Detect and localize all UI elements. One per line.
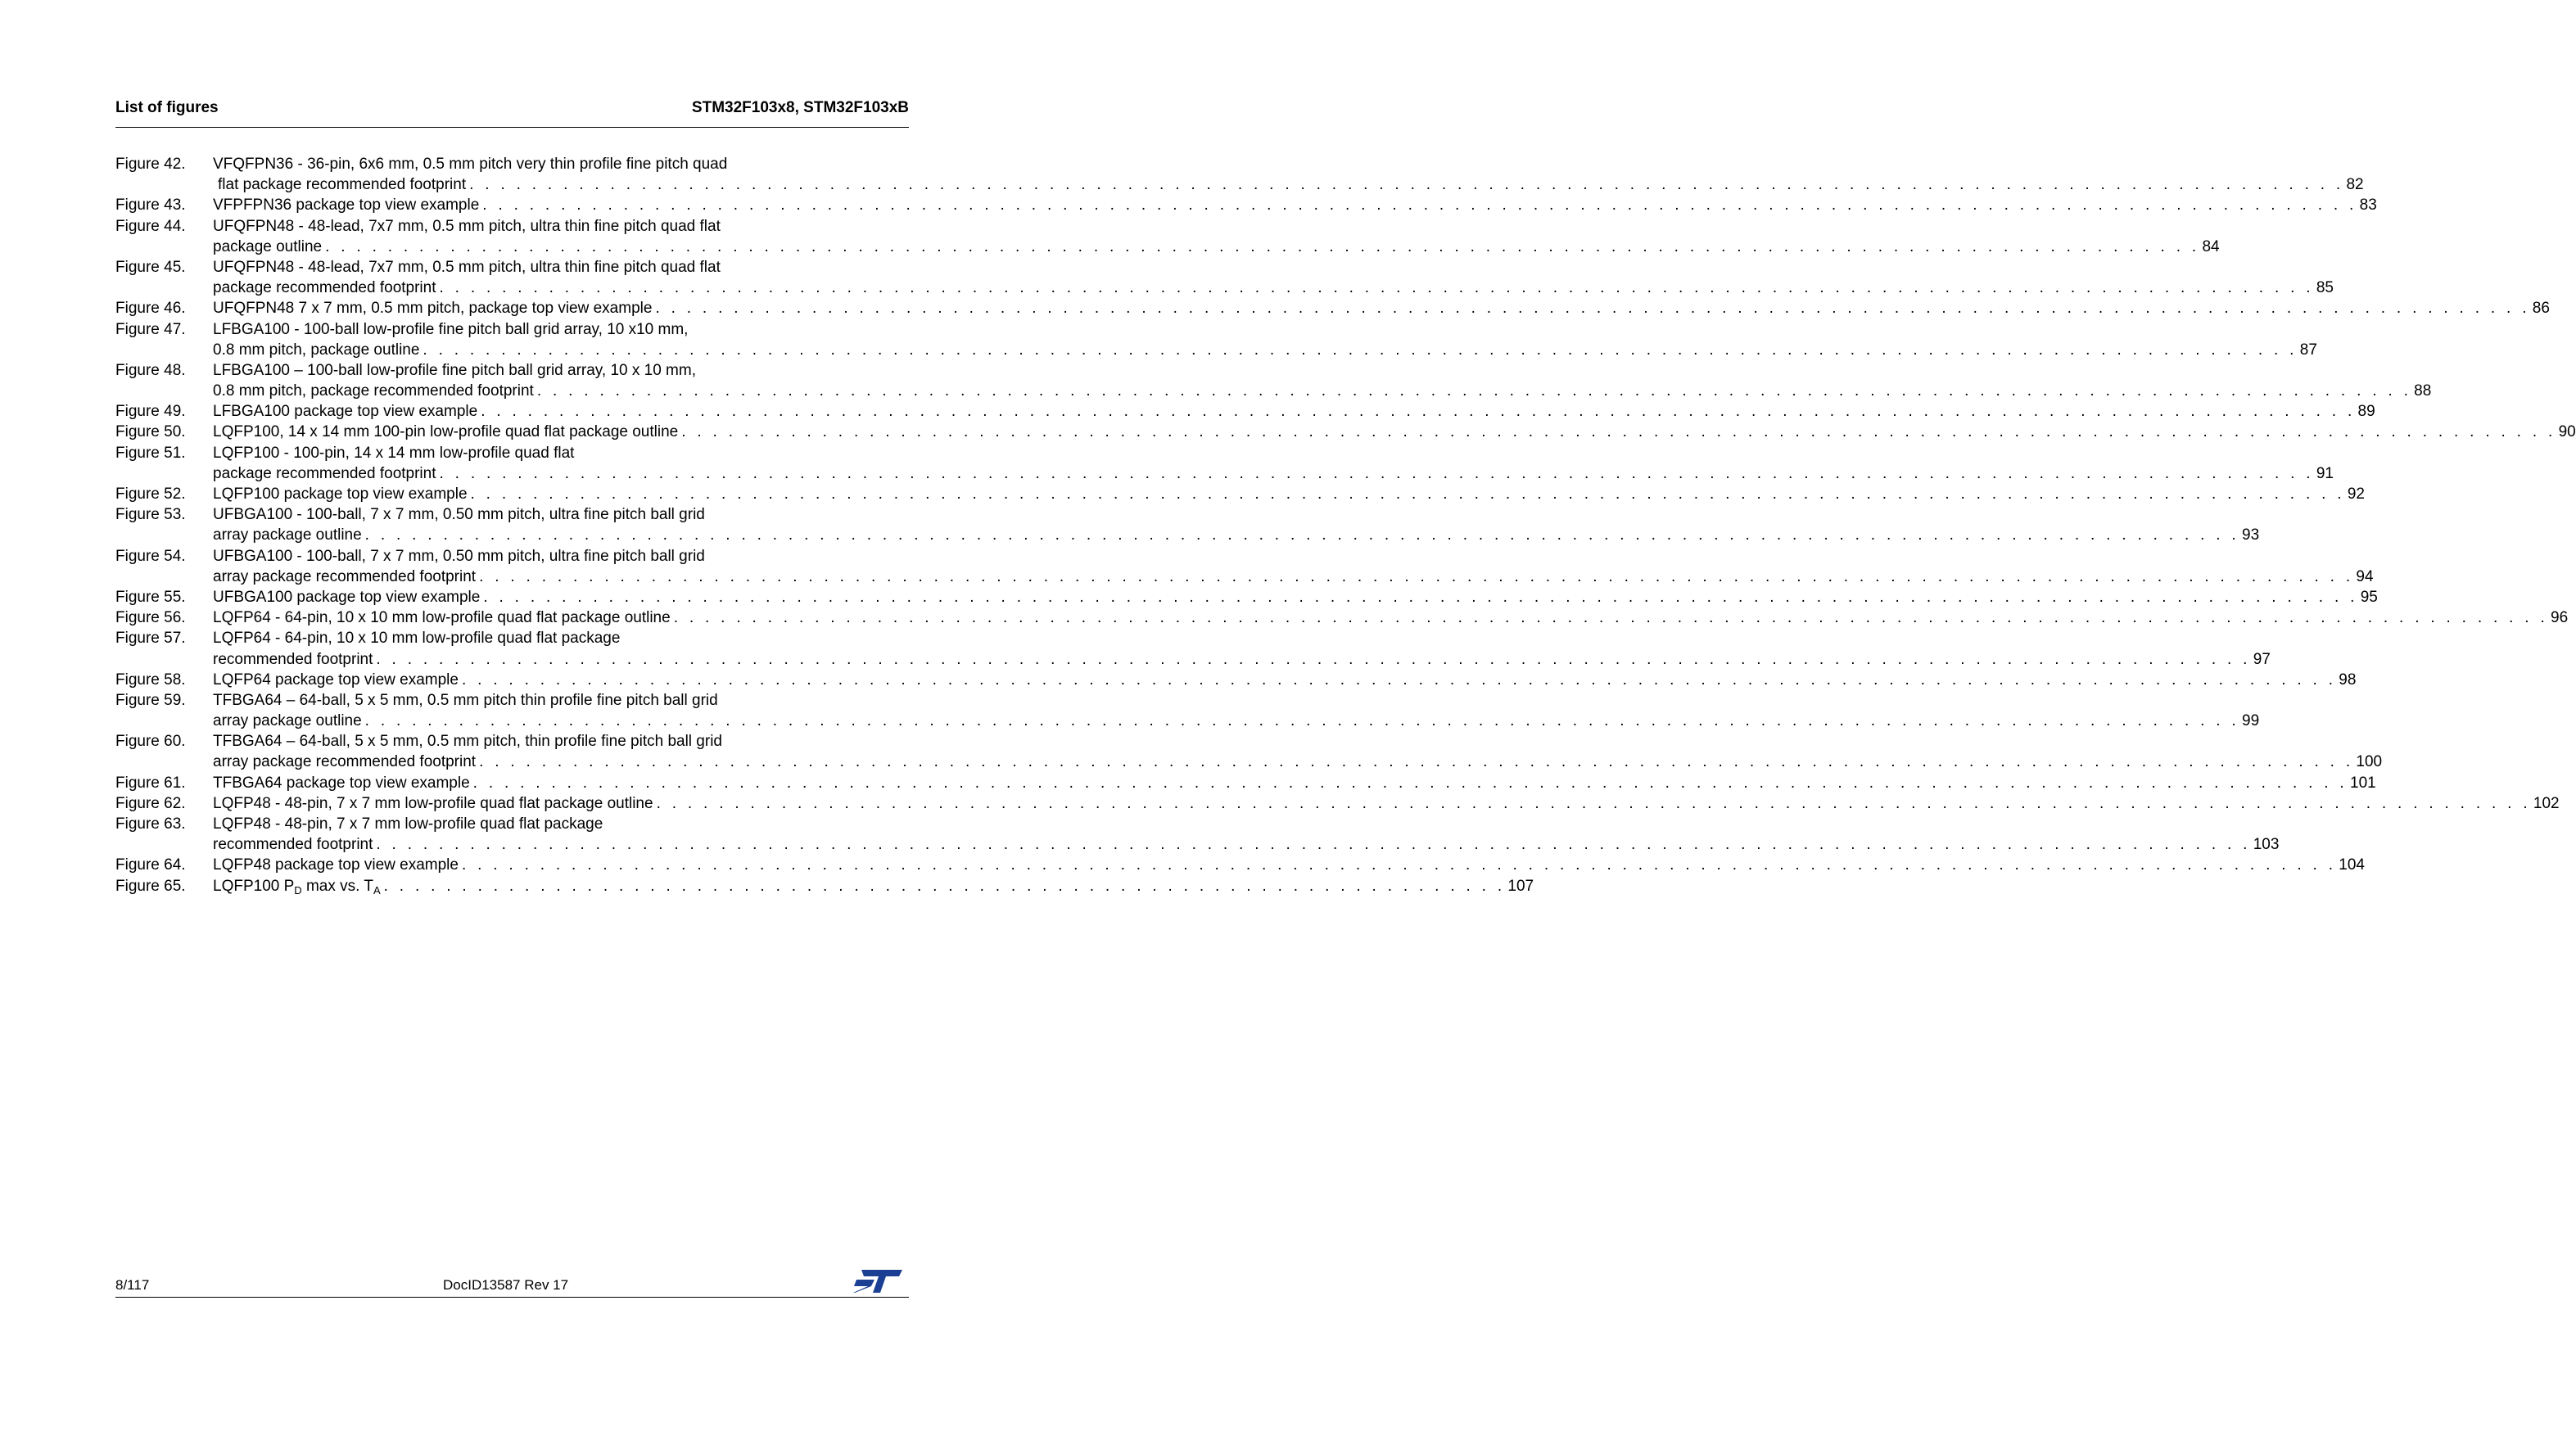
page-footer — [115, 1277, 909, 1298]
toc-entry[interactable] — [115, 422, 2576, 442]
dot-leader: . . . . . . . . . . . . . . . . . . . . . . . . . . . . . . . . . . . . . . . . . . . . . . . . . . . . . . . . . . . . . . . . . . . . . . . . . . . . . . . . . . . . . . . . . . . . . . . . . . . . . . . . . . . . . . . . . . . . . . . . — [479, 567, 2354, 585]
toc-entry[interactable] — [115, 628, 2271, 669]
figure-title: recommended footprint — [213, 836, 373, 854]
page-ref: 104 — [2339, 856, 2365, 874]
toc-entry[interactable] — [115, 298, 2550, 318]
page-number: 8/117 — [115, 1277, 150, 1293]
figure-title: LQFP48 package top view example — [213, 856, 459, 874]
figure-number: Figure 42. — [115, 156, 186, 173]
figure-number: Figure 63. — [115, 815, 186, 833]
dot-leader: . . . . . . . . . . . . . . . . . . . . . . . . . . . . . . . . . . . . . . . . . . . . . . . . . . . . . . . . . . . . . . . . . . . . . . . . . . . . . . . . . . . . . . . . . . . . . . . . . . . . . . . . . . . . . . . . . . . . . . . . — [439, 464, 2314, 482]
section-title: List of figures — [115, 99, 219, 116]
page-ref: 101 — [2350, 774, 2376, 792]
page-ref: 87 — [2299, 341, 2317, 359]
page-ref: 88 — [2414, 382, 2432, 400]
st-logo-icon — [853, 1268, 904, 1298]
toc-entry[interactable] — [115, 360, 2432, 401]
dot-leader: . . . . . . . . . . . . . . . . . . . . . . . . . . . . . . . . . . . . . . . . . . . . . . . . . . . . . . . . . . . . . . . . . . . . . . . . . . . . . . . . . . . . . . . . . . . . . . . . . . . . . . . . . . . . . . . . . . . . . . . . — [481, 403, 2356, 421]
dot-leader: . . . . . . . . . . . . . . . . . . . . . . . . . . . . . . . . . . . . . . . . . . . . . . . . . . . . . . . . . . . . . . . . . . . . . . . . . . . . . . . . . . . . . . . . . . . . . . . . . . . . . . . . . . . . . . . . . . . . . . . . — [376, 836, 2251, 854]
list-of-figures — [115, 154, 2576, 896]
toc-entry[interactable] — [115, 855, 2365, 875]
figure-number: Figure 46. — [115, 300, 186, 318]
figure-title: LFBGA100 - 100-ball low-profile fine pitch ball grid array, 10 x10 mm, — [213, 320, 689, 338]
figure-number: Figure 60. — [115, 733, 186, 751]
figure-number: Figure 55. — [115, 588, 186, 606]
page-ref: 93 — [2242, 526, 2260, 544]
dot-leader: . . . . . . . . . . . . . . . . . . . . . . . . . . . . . . . . . . . . . . . . . . . . . . . . . . . . . . . . . . . . . . . . . . . . . . . . . . . . . . . . . . . . . . . . . . . . . . . . . . . . . . . . . . . . . . . . . . . . . . . . — [536, 382, 2412, 400]
page-ref: 89 — [2357, 403, 2375, 421]
figure-title: UFQFPN48 7 x 7 mm, 0.5 mm pitch, package top view example — [213, 300, 653, 318]
product-name: STM32F103x8, STM32F103xB — [691, 99, 909, 116]
dot-leader: . . . . . . . . . . . . . . . . . . . . . . . . . . . . . . . . . . . . . . . . . . . . . . . . . . . . . . . . . . . . . . . . . . . . . . . . — [383, 877, 1506, 895]
figure-number: Figure 61. — [115, 774, 186, 792]
page-ref: 82 — [2346, 176, 2364, 194]
figure-title: array package outline — [213, 712, 362, 730]
figure-title: LQFP64 package top view example — [213, 671, 459, 689]
page-ref: 98 — [2339, 671, 2357, 689]
figure-number: Figure 58. — [115, 671, 186, 689]
page-ref: 94 — [2356, 567, 2374, 585]
figure-title: 0.8 mm pitch, package outline — [213, 341, 420, 359]
page-ref: 90 — [2558, 423, 2576, 441]
figure-title: UFQFPN48 - 48-lead, 7x7 mm, 0.5 mm pitch, ultra thin fine pitch quad flat — [213, 258, 721, 276]
figure-title: 0.8 mm pitch, package recommended footprint — [213, 382, 534, 400]
figure-number: Figure 59. — [115, 691, 186, 709]
page-ref: 96 — [2551, 609, 2569, 627]
toc-entry[interactable] — [115, 793, 2560, 814]
toc-entry[interactable] — [115, 195, 2377, 215]
figure-title: LQFP48 - 48-pin, 7 x 7 mm low-profile quad flat package outline — [213, 794, 653, 812]
dot-leader: . . . . . . . . . . . . . . . . . . . . . . . . . . . . . . . . . . . . . . . . . . . . . . . . . . . . . . . . . . . . . . . . . . . . . . . . . . . . . . . . . . . . . . . . . . . . . . . . . . . . . . . . . . . . . . . . . . . . . . . . — [472, 774, 2348, 792]
toc-entry[interactable] — [115, 484, 2365, 504]
figure-number: Figure 65. — [115, 877, 186, 895]
figure-title: UFQFPN48 - 48-lead, 7x7 mm, 0.5 mm pitch, ultra thin fine pitch quad flat — [213, 217, 721, 235]
figure-number: Figure 52. — [115, 485, 186, 503]
figure-number: Figure 47. — [115, 320, 186, 338]
figure-number: Figure 45. — [115, 258, 186, 276]
figure-title: VFQFPN36 - 36-pin, 6x6 mm, 0.5 mm pitch very thin profile fine pitch quad — [213, 156, 728, 173]
figure-title: LQFP64 - 64-pin, 10 x 10 mm low-profile quad flat package — [213, 630, 621, 648]
figure-number: Figure 49. — [115, 403, 186, 421]
figure-title: package recommended footprint — [213, 279, 436, 297]
dot-leader: . . . . . . . . . . . . . . . . . . . . . . . . . . . . . . . . . . . . . . . . . . . . . . . . . . . . . . . . . . . . . . . . . . . . . . . . . . . . . . . . . . . . . . . . . . . . . . . . . . . . . . . . . . . . . . . . . . . . . . . . — [483, 588, 2358, 606]
dot-leader: . . . . . . . . . . . . . . . . . . . . . . . . . . . . . . . . . . . . . . . . . . . . . . . . . . . . . . . . . . . . . . . . . . . . . . . . . . . . . . . . . . . . . . . . . . . . . . . . . . . . . . . . . . . . . . . . . . . . . . . . — [656, 794, 2531, 812]
figure-title: LQFP100 $P_D$ max vs. $T_A$ — [213, 877, 381, 896]
figure-title: LQFP100 - 100-pin, 14 x 14 mm low-profile quad flat — [213, 444, 575, 462]
page-ref: 102 — [2533, 794, 2560, 812]
figure-number: Figure 62. — [115, 794, 186, 812]
dot-leader: . . . . . . . . . . . . . . . . . . . . . . . . . . . . . . . . . . . . . . . . . . . . . . . . . . . . . . . . . . . . . . . . . . . . . . . . . . . . . . . . . . . . . . . . . . . . . . . . . . . . . . . . . . . . . . . . . . . . . . . . — [423, 341, 2298, 359]
page-ref: 107 — [1507, 877, 1534, 895]
figure-title: flat package recommended footprint — [218, 176, 467, 194]
dot-leader: . . . . . . . . . . . . . . . . . . . . . . . . . . . . . . . . . . . . . . . . . . . . . . . . . . . . . . . . . . . . . . . . . . . . . . . . . . . . . . . . . . . . . . . . . . . . . . . . . . . . . . . . . . . . . . . . . . . . . . . . — [482, 196, 2357, 214]
page-ref: 92 — [2347, 485, 2365, 503]
toc-entry[interactable] — [115, 731, 2383, 772]
figure-number: Figure 48. — [115, 361, 186, 379]
toc-entry[interactable] — [115, 587, 2378, 607]
dot-leader: . . . . . . . . . . . . . . . . . . . . . . . . . . . . . . . . . . . . . . . . . . . . . . . . . . . . . . . . . . . . . . . . . . . . . . . . . . . . . . . . . . . . . . . . . . . . . . . . . . . . . . . . . . . . . . . . . . . . . . . . — [655, 300, 2530, 318]
toc-entry[interactable] — [115, 154, 2364, 195]
figure-number: Figure 50. — [115, 423, 186, 441]
figure-title: UFBGA100 - 100-ball, 7 x 7 mm, 0.50 mm pitch, ultra fine pitch ball grid — [213, 506, 705, 524]
dot-leader: . . . . . . . . . . . . . . . . . . . . . . . . . . . . . . . . . . . . . . . . . . . . . . . . . . . . . . . . . . . . . . . . . . . . . . . . . . . . . . . . . . . . . . . . . . . . . . . . . . . . . . . . . . . . . . . . . . . . . . . . — [439, 279, 2314, 297]
figure-number: Figure 43. — [115, 196, 186, 214]
page-header — [115, 99, 909, 128]
figure-title: LQFP48 - 48-pin, 7 x 7 mm low-profile quad flat package — [213, 815, 603, 833]
doc-id: DocID13587 Rev 17 — [443, 1277, 569, 1293]
toc-entry[interactable] — [115, 401, 2375, 422]
toc-entry[interactable] — [115, 670, 2357, 690]
figure-title: array package recommended footprint — [213, 567, 477, 585]
figure-number: Figure 56. — [115, 609, 186, 627]
figure-number: Figure 51. — [115, 444, 186, 462]
page-ref: 84 — [2202, 237, 2220, 255]
toc-entry[interactable] — [115, 546, 2374, 587]
dot-leader: . . . . . . . . . . . . . . . . . . . . . . . . . . . . . . . . . . . . . . . . . . . . . . . . . . . . . . . . . . . . . . . . . . . . . . . . . . . . . . . . . . . . . . . . . . . . . . . . . . . . . . . . . . . . . . . . . . . . . . . . — [479, 753, 2354, 771]
dot-leader: . . . . . . . . . . . . . . . . . . . . . . . . . . . . . . . . . . . . . . . . . . . . . . . . . . . . . . . . . . . . . . . . . . . . . . . . . . . . . . . . . . . . . . . . . . . . . . . . . . . . . . . . . . . . . . . . . . . . . . . . — [469, 176, 2344, 194]
dot-leader: . . . . . . . . . . . . . . . . . . . . . . . . . . . . . . . . . . . . . . . . . . . . . . . . . . . . . . . . . . . . . . . . . . . . . . . . . . . . . . . . . . . . . . . . . . . . . . . . . . . . . . . . . . . . . . . . . . . . . . . . — [681, 423, 2556, 441]
page-ref: 97 — [2253, 650, 2271, 668]
toc-entry[interactable] — [115, 690, 2260, 731]
page-ref: 83 — [2359, 196, 2377, 214]
figure-title: LQFP100, 14 x 14 mm 100-pin low-profile quad flat package outline — [213, 423, 679, 441]
figure-number: Figure 54. — [115, 547, 186, 565]
toc-entry[interactable] — [115, 443, 2334, 484]
dot-leader: . . . . . . . . . . . . . . . . . . . . . . . . . . . . . . . . . . . . . . . . . . . . . . . . . . . . . . . . . . . . . . . . . . . . . . . . . . . . . . . . . . . . . . . . . . . . . . . . . . . . . . . . . . . . . . . . . . . . . . . . — [364, 712, 2240, 730]
figure-number: Figure 44. — [115, 217, 186, 235]
figure-title: package outline — [213, 237, 323, 255]
toc-entry[interactable] — [115, 773, 2376, 793]
page-ref: 99 — [2242, 712, 2260, 730]
toc-entry[interactable] — [115, 216, 2220, 257]
page-ref: 103 — [2253, 836, 2280, 854]
figure-title: LQFP64 - 64-pin, 10 x 10 mm low-profile quad flat package outline — [213, 609, 671, 627]
toc-entry[interactable] — [115, 607, 2569, 628]
figure-title: UFBGA100 package top view example — [213, 588, 481, 606]
dot-leader: . . . . . . . . . . . . . . . . . . . . . . . . . . . . . . . . . . . . . . . . . . . . . . . . . . . . . . . . . . . . . . . . . . . . . . . . . . . . . . . . . . . . . . . . . . . . . . . . . . . . . . . . . . . . . . . . . . . . . . . . — [461, 856, 2337, 874]
dot-leader: . . . . . . . . . . . . . . . . . . . . . . . . . . . . . . . . . . . . . . . . . . . . . . . . . . . . . . . . . . . . . . . . . . . . . . . . . . . . . . . . . . . . . . . . . . . . . . . . . . . . . . . . . . . . . . . . . . . . . . . . — [673, 609, 2549, 627]
figure-title: array package outline — [213, 526, 362, 544]
figure-title: UFBGA100 - 100-ball, 7 x 7 mm, 0.50 mm pitch, ultra fine pitch ball grid — [213, 547, 705, 565]
figure-number: Figure 57. — [115, 630, 186, 648]
figure-title: LQFP100 package top view example — [213, 485, 468, 503]
dot-leader: . . . . . . . . . . . . . . . . . . . . . . . . . . . . . . . . . . . . . . . . . . . . . . . . . . . . . . . . . . . . . . . . . . . . . . . . . . . . . . . . . . . . . . . . . . . . . . . . . . . . . . . . . . . . . . . . . . . . . . . . — [470, 485, 2345, 503]
toc-entry[interactable] — [115, 319, 2317, 360]
figure-title: array package recommended footprint — [213, 753, 477, 771]
dot-leader: . . . . . . . . . . . . . . . . . . . . . . . . . . . . . . . . . . . . . . . . . . . . . . . . . . . . . . . . . . . . . . . . . . . . . . . . . . . . . . . . . . . . . . . . . . . . . . . . . . . . . . . . . . . . . . . . . . . . . . . . — [364, 526, 2240, 544]
page-ref: 85 — [2316, 279, 2334, 297]
toc-entry[interactable] — [115, 504, 2260, 545]
dot-leader: . . . . . . . . . . . . . . . . . . . . . . . . . . . . . . . . . . . . . . . . . . . . . . . . . . . . . . . . . . . . . . . . . . . . . . . . . . . . . . . . . . . . . . . . . . . . . . . . . . . . . . . . . . . . . . . . . . . . . . . . — [461, 671, 2337, 689]
toc-entry[interactable] — [115, 257, 2334, 298]
dot-leader: . . . . . . . . . . . . . . . . . . . . . . . . . . . . . . . . . . . . . . . . . . . . . . . . . . . . . . . . . . . . . . . . . . . . . . . . . . . . . . . . . . . . . . . . . . . . . . . . . . . . . . . . . . . . . . . . . . . . . . . . — [325, 237, 2200, 255]
figure-title: recommended footprint — [213, 650, 373, 668]
dot-leader: . . . . . . . . . . . . . . . . . . . . . . . . . . . . . . . . . . . . . . . . . . . . . . . . . . . . . . . . . . . . . . . . . . . . . . . . . . . . . . . . . . . . . . . . . . . . . . . . . . . . . . . . . . . . . . . . . . . . . . . . — [376, 650, 2251, 668]
figure-title: TFBGA64 – 64-ball, 5 x 5 mm, 0.5 mm pitch thin profile fine pitch ball grid — [213, 691, 718, 709]
figure-title: package recommended footprint — [213, 464, 436, 482]
figure-title: LFBGA100 – 100-ball low-profile fine pitch ball grid array, 10 x 10 mm, — [213, 361, 696, 379]
page-ref: 100 — [2356, 753, 2383, 771]
page-ref: 86 — [2532, 300, 2550, 318]
toc-entry[interactable] — [115, 814, 2280, 855]
page-ref: 91 — [2316, 464, 2334, 482]
figure-title: TFBGA64 – 64-ball, 5 x 5 mm, 0.5 mm pitch, thin profile fine pitch ball grid — [213, 733, 722, 751]
toc-entry[interactable] — [115, 876, 1534, 896]
figure-title: LFBGA100 package top view example — [213, 403, 478, 421]
figure-number: Figure 53. — [115, 506, 186, 524]
figure-title: VFPFPN36 package top view example — [213, 196, 480, 214]
page-ref: 95 — [2360, 588, 2378, 606]
figure-title: TFBGA64 package top view example — [213, 774, 470, 792]
figure-number: Figure 64. — [115, 856, 186, 874]
